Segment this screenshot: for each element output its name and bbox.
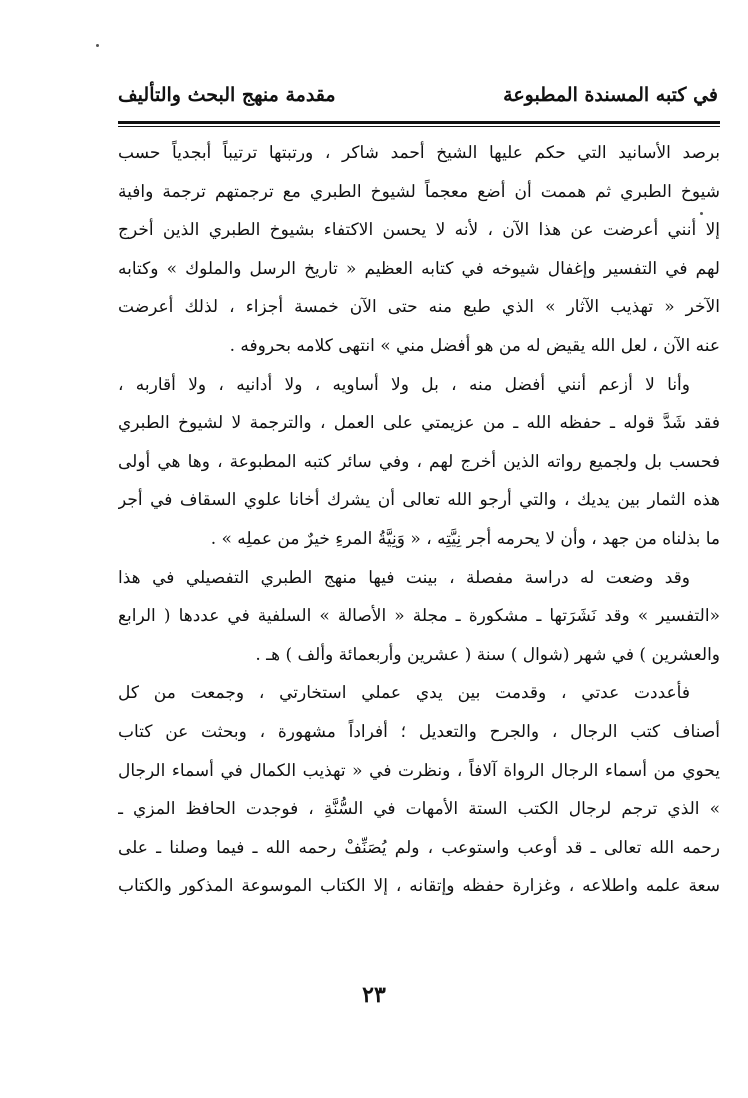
text-line: برصد الأسانيد التي حكم عليها الشيخ أحمد شاكر ، ورتبتها ترتيباً أبجدياً حسب bbox=[118, 143, 720, 163]
text-line: فحسب بل ولجميع رواته الذين أخرج لهم ، وفي سائر كتبه المطبوعة ، وها هي أولى bbox=[118, 451, 720, 472]
text-line: وقد وضعت له دراسة مفصلة ، بينت فيها منهج الطبري التفصيلي في هذا bbox=[118, 567, 690, 588]
text-line: فأعددت عدتي ، وقدمت بين يدي عملي استخارتي ، وجمعت من كل bbox=[118, 683, 690, 704]
text-line: هذه الثمار بين يديك ، والتي أرجو الله تعالى أن يشرك أخانا علوي السقاف في أجر bbox=[118, 490, 720, 511]
text-line: سعة علمه واطلاعه ، وغزارة حفظه وإتقانه ، إلا الكتاب الموسوعة المذكور والكتاب bbox=[118, 876, 720, 897]
text-line: عنه الآن ، لعل الله يقيض له من هو أفضل مني » انتهى كلامه بحروفه . bbox=[229, 335, 720, 356]
text-line: يحوي من أسماء الرجال الرواة آلافاً ، ونظرت في « تهذيب الكمال في أسماء الرجال bbox=[118, 760, 720, 781]
text-line: وأنا لا أزعم أنني أفضل منه ، بل ولا أساويه ، ولا أدانيه ، ولا أقاربه ، bbox=[118, 374, 690, 395]
header-section-title: مقدمة منهج البحث والتأليف bbox=[118, 84, 336, 106]
header-chapter-title: في كتبه المسندة المطبوعة bbox=[503, 84, 718, 106]
text-line: لهم في التفسير وإغفال شيوخه في كتابه العظيم « تاريخ الرسل والملوك » وكتابه bbox=[118, 258, 720, 279]
text-line: » الذي ترجم لرجال الكتب الستة الأمهات في السُّنَّةِ ، فوجدت الحافظ المزي ـ bbox=[118, 799, 720, 820]
text-line: رحمه الله تعالى ـ قد أوعب واستوعب ، ولم يُصَنِّفْ رحمه الله ـ فيما وصلنا ـ على bbox=[118, 837, 720, 858]
text-line: ما بذلناه من جهد ، وأن لا يحرمه أجر نِيَّتِه ، « وَنِيَّةُ المرءِ خيرٌ من عملِه » . bbox=[210, 528, 720, 549]
text-line: الآخر « تهذيب الآثار » الذي طبع منه حتى الآن خمسة أجزاء ، لذلك أعرضت bbox=[118, 297, 720, 318]
page-number: ٢٣ bbox=[362, 982, 386, 1008]
text-line: والعشرين ) في شهر (شوال ) سنة ( عشرين وأربعمائة وألف ) هـ . bbox=[255, 644, 720, 665]
text-line: إلا أنني أعرضت عن هذا الآن ، لأنه لا يحسن الاكتفاء بشيوخ الطبري الذين أخرج bbox=[118, 220, 720, 241]
text-line: شيوخ الطبري ثم هممت أن أضع معجماً لشيوخ الطبري مع ترجمتهم ترجمة وافية bbox=[118, 181, 720, 202]
text-line: أصناف كتب الرجال ، والجرح والتعديل ؛ أفراداً مشهورة ، وبحثت عن كتاب bbox=[118, 721, 720, 742]
scan-speck bbox=[96, 44, 99, 47]
text-line: فقد شَدَّ قوله ـ حفظه الله ـ من عزيمتي على العمل ، والترجمة لا لشيوخ الطبري bbox=[118, 413, 720, 434]
header-rule-thin bbox=[118, 126, 720, 127]
running-header bbox=[118, 84, 718, 120]
body-text bbox=[118, 134, 720, 906]
header-rule-thick bbox=[118, 121, 720, 124]
text-line: «التفسير » وقد نَشَرَتها ـ مشكورة ـ مجلة « الأصالة » السلفية في عددها ( الرابع bbox=[118, 606, 720, 627]
